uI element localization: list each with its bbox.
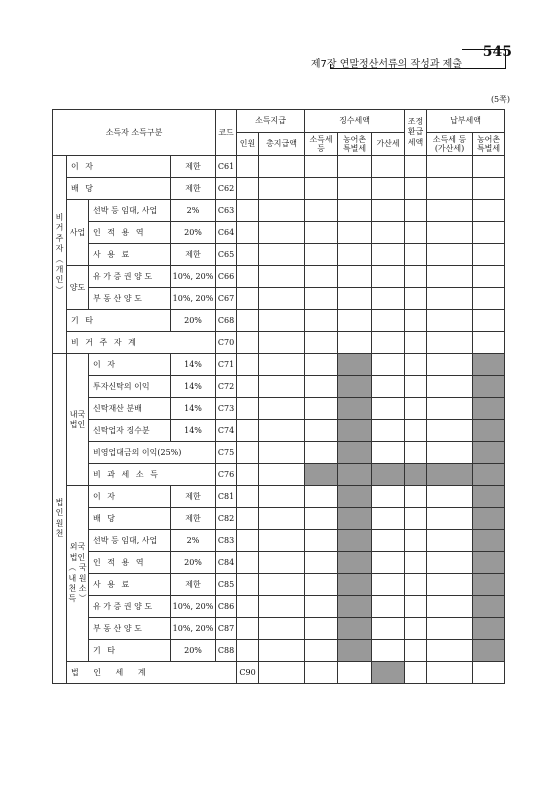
- cell-income-tax[interactable]: [338, 662, 372, 684]
- shaded-cell: [372, 464, 405, 486]
- row-label: 배 당: [89, 508, 171, 530]
- row-label-total: 비 거 주 자 계: [67, 332, 216, 354]
- cell-paid-income-tax[interactable]: [427, 574, 473, 596]
- cell-people[interactable]: [259, 662, 305, 684]
- cell-people[interactable]: [237, 200, 259, 222]
- cell-surcharge[interactable]: [372, 640, 405, 662]
- cell-adjust[interactable]: [405, 178, 427, 200]
- cell-adjust[interactable]: [427, 662, 473, 684]
- row-code: C88: [216, 640, 237, 662]
- cell-surcharge[interactable]: [372, 200, 405, 222]
- cell-people[interactable]: [237, 486, 259, 508]
- cell-people[interactable]: [237, 530, 259, 552]
- cell-total-pay[interactable]: [259, 310, 305, 332]
- row-rate: 14%: [171, 354, 216, 376]
- cell-total-pay[interactable]: [259, 156, 305, 178]
- shaded-cell: [338, 640, 372, 662]
- row-code: C61: [216, 156, 237, 178]
- cell-paid-rural-tax[interactable]: [473, 200, 505, 222]
- cell-adjust[interactable]: [405, 640, 427, 662]
- cell-total-pay[interactable]: [259, 332, 305, 354]
- row-rate: 제한: [171, 508, 216, 530]
- row-rate: 14%: [171, 420, 216, 442]
- chapter-title: 제7장 연말정산서류의 작성과 제출: [310, 59, 462, 70]
- cell-rural-tax[interactable]: [338, 332, 372, 354]
- cell-total-pay[interactable]: [259, 618, 305, 640]
- shaded-cell: [473, 552, 505, 574]
- shaded-cell: [473, 618, 505, 640]
- row-rate: 10%, 20%: [171, 266, 216, 288]
- cell-total-pay[interactable]: [259, 442, 305, 464]
- cell-total-pay[interactable]: [259, 530, 305, 552]
- cell-income-tax[interactable]: [305, 354, 338, 376]
- cell-people[interactable]: [237, 596, 259, 618]
- header-rural-tax: 농어촌 특별세: [338, 133, 372, 156]
- header-adjust-refund: 조정 환급 세액: [405, 110, 427, 156]
- cell-paid-income-tax[interactable]: [427, 398, 473, 420]
- cell-total-pay[interactable]: [305, 662, 338, 684]
- shaded-cell: [305, 464, 338, 486]
- row-code: C85: [216, 574, 237, 596]
- cell-paid-income-tax[interactable]: [427, 266, 473, 288]
- shaded-cell: [473, 486, 505, 508]
- row-label: 신탁업자 징수분: [89, 420, 171, 442]
- cell-people[interactable]: [237, 442, 259, 464]
- cell-paid-rural-tax[interactable]: [473, 156, 505, 178]
- cell-total-pay[interactable]: [259, 200, 305, 222]
- row-label: 이 자: [67, 156, 171, 178]
- cell-adjust[interactable]: [405, 618, 427, 640]
- header-payment: 소득지급: [237, 110, 305, 133]
- shaded-cell: [338, 596, 372, 618]
- cell-surcharge[interactable]: [372, 310, 405, 332]
- cell-income-tax[interactable]: [305, 596, 338, 618]
- shaded-cell: [405, 464, 427, 486]
- row-code: C64: [216, 222, 237, 244]
- row-code: C70: [216, 332, 237, 354]
- row-code: C65: [216, 244, 237, 266]
- cell-surcharge[interactable]: [372, 398, 405, 420]
- cell-adjust[interactable]: [405, 376, 427, 398]
- cell-people[interactable]: [237, 552, 259, 574]
- row-rate: 10%, 20%: [171, 618, 216, 640]
- cell-total-pay[interactable]: [259, 420, 305, 442]
- cell-adjust[interactable]: [405, 420, 427, 442]
- cell-adjust[interactable]: [405, 398, 427, 420]
- cell-adjust[interactable]: [405, 244, 427, 266]
- cell-rural-tax[interactable]: [338, 156, 372, 178]
- cell-people[interactable]: [237, 332, 259, 354]
- cell-surcharge[interactable]: [372, 266, 405, 288]
- row-label: 투자신탁의 이익: [89, 376, 171, 398]
- cell-adjust[interactable]: [405, 156, 427, 178]
- cell-people[interactable]: [237, 376, 259, 398]
- cell-surcharge[interactable]: [372, 486, 405, 508]
- cell-income-tax[interactable]: [305, 508, 338, 530]
- cell-income-tax[interactable]: [305, 310, 338, 332]
- row-rate: 20%: [171, 222, 216, 244]
- cell-adjust[interactable]: [405, 552, 427, 574]
- header-code: 코드: [216, 110, 237, 156]
- page-number: 545: [482, 44, 512, 60]
- cell-adjust[interactable]: [405, 596, 427, 618]
- cell-total-pay[interactable]: [259, 464, 305, 486]
- shaded-cell: [338, 552, 372, 574]
- shaded-cell: [473, 354, 505, 376]
- cell-income-tax[interactable]: [305, 552, 338, 574]
- cell-surcharge[interactable]: [372, 244, 405, 266]
- cell-surcharge[interactable]: [372, 618, 405, 640]
- cell-adjust[interactable]: [405, 200, 427, 222]
- shaded-cell: [473, 640, 505, 662]
- row-label: 이 자: [89, 354, 171, 376]
- row-label: 인 적 용 역: [89, 222, 171, 244]
- row-rate: 제한: [171, 244, 216, 266]
- cell-paid-rural-tax[interactable]: [473, 266, 505, 288]
- cell-paid-rural-tax[interactable]: [473, 178, 505, 200]
- shaded-cell: [338, 618, 372, 640]
- cell-people[interactable]: [237, 244, 259, 266]
- header-surcharge: 가산세: [372, 133, 405, 156]
- cell-income-tax[interactable]: [305, 640, 338, 662]
- shaded-cell: [338, 442, 372, 464]
- cell-paid-income-tax[interactable]: [427, 618, 473, 640]
- row-label: 유 가 증 권 양 도: [89, 266, 171, 288]
- cell-paid-income-tax[interactable]: [427, 222, 473, 244]
- header-total-pay: 총지급액: [259, 133, 305, 156]
- cell-income-tax[interactable]: [305, 420, 338, 442]
- cell-people[interactable]: [237, 618, 259, 640]
- cell-paid-income-tax[interactable]: [427, 178, 473, 200]
- cell-total-pay[interactable]: [259, 486, 305, 508]
- group-foreign: 외국 법인 ︵ 국내 원천 소득 ︶: [67, 486, 89, 662]
- cell-people[interactable]: [237, 178, 259, 200]
- shaded-cell: [338, 486, 372, 508]
- cell-adjust[interactable]: [405, 288, 427, 310]
- cell-people[interactable]: [237, 464, 259, 486]
- row-code: C67: [216, 288, 237, 310]
- row-label: 사 용 료: [89, 244, 171, 266]
- cell-paid-income-tax[interactable]: [427, 442, 473, 464]
- header-paid-rural-tax: 농어촌 특별세: [473, 133, 505, 156]
- cell-total-pay[interactable]: [259, 596, 305, 618]
- cell-income-tax[interactable]: [305, 288, 338, 310]
- row-rate: 10%, 20%: [171, 288, 216, 310]
- cell-surcharge[interactable]: [372, 376, 405, 398]
- cell-rural-tax[interactable]: [338, 222, 372, 244]
- cell-surcharge[interactable]: [372, 288, 405, 310]
- header-withholding: 징수세액: [305, 110, 405, 133]
- shaded-cell: [338, 420, 372, 442]
- shaded-cell: [338, 530, 372, 552]
- cell-surcharge[interactable]: [372, 530, 405, 552]
- cell-people[interactable]: [237, 354, 259, 376]
- cell-paid-income-tax[interactable]: [427, 508, 473, 530]
- cell-paid-rural-tax[interactable]: [473, 222, 505, 244]
- cell-total-pay[interactable]: [259, 398, 305, 420]
- cell-total-pay[interactable]: [259, 178, 305, 200]
- cell-paid-rural-tax[interactable]: [473, 288, 505, 310]
- cell-income-tax[interactable]: [305, 222, 338, 244]
- shaded-cell: [473, 420, 505, 442]
- cell-paid-rural-tax[interactable]: [473, 244, 505, 266]
- cell-adjust[interactable]: [405, 310, 427, 332]
- cell-total-pay[interactable]: [259, 574, 305, 596]
- cell-surcharge[interactable]: [372, 574, 405, 596]
- shaded-cell: [338, 464, 372, 486]
- row-code: C81: [216, 486, 237, 508]
- cell-income-tax[interactable]: [305, 376, 338, 398]
- row-code: C83: [216, 530, 237, 552]
- row-rate: 14%: [171, 398, 216, 420]
- row-label: 인 적 용 역: [89, 552, 171, 574]
- row-label: 선박 등 임대, 사업: [89, 530, 171, 552]
- cell-paid-income-tax[interactable]: [427, 486, 473, 508]
- cell-people[interactable]: [237, 508, 259, 530]
- cell-adjust[interactable]: [405, 442, 427, 464]
- row-code: C90: [237, 662, 259, 684]
- cell-income-tax[interactable]: [305, 442, 338, 464]
- cell-adjust[interactable]: [405, 266, 427, 288]
- header-people: 인원: [237, 133, 259, 156]
- group-corporate: 법 인 원 천: [53, 354, 67, 684]
- cell-paid-income-tax[interactable]: [427, 420, 473, 442]
- header-rule-vertical: [505, 49, 506, 69]
- cell-paid-income-tax[interactable]: [427, 288, 473, 310]
- row-rate: 10%, 20%: [171, 596, 216, 618]
- row-code: C74: [216, 420, 237, 442]
- cell-surcharge[interactable]: [372, 332, 405, 354]
- header-income-tax: 소득세 등: [305, 133, 338, 156]
- cell-people[interactable]: [237, 156, 259, 178]
- cell-income-tax[interactable]: [305, 574, 338, 596]
- cell-total-pay[interactable]: [259, 222, 305, 244]
- cell-rural-tax[interactable]: [338, 288, 372, 310]
- cell-paid-income-tax[interactable]: [427, 376, 473, 398]
- cell-surcharge[interactable]: [372, 222, 405, 244]
- shaded-cell: [473, 442, 505, 464]
- cell-surcharge[interactable]: [372, 596, 405, 618]
- group-nonresident: 비 거 주 자 ︵ 개 인 ︶: [53, 156, 67, 354]
- cell-rural-tax[interactable]: [338, 244, 372, 266]
- row-code: C87: [216, 618, 237, 640]
- cell-rural-tax[interactable]: [338, 200, 372, 222]
- cell-paid-income-tax[interactable]: [427, 530, 473, 552]
- cell-paid-income-tax[interactable]: [427, 244, 473, 266]
- row-code: C62: [216, 178, 237, 200]
- shaded-cell: [473, 596, 505, 618]
- cell-paid-income-tax[interactable]: [427, 552, 473, 574]
- cell-adjust[interactable]: [405, 222, 427, 244]
- cell-adjust[interactable]: [405, 508, 427, 530]
- header-rule: [462, 49, 506, 50]
- cell-surcharge[interactable]: [372, 156, 405, 178]
- row-code: C66: [216, 266, 237, 288]
- row-code: C73: [216, 398, 237, 420]
- cell-paid-income-tax[interactable]: [427, 640, 473, 662]
- cell-people[interactable]: [237, 222, 259, 244]
- cell-surcharge[interactable]: [405, 662, 427, 684]
- cell-total-pay[interactable]: [259, 288, 305, 310]
- row-label: 사 용 료: [89, 574, 171, 596]
- header-underline: [330, 68, 505, 69]
- cell-people[interactable]: [237, 288, 259, 310]
- cell-surcharge[interactable]: [372, 552, 405, 574]
- shaded-cell: [338, 574, 372, 596]
- row-code: C71: [216, 354, 237, 376]
- row-code: C75: [216, 442, 237, 464]
- cell-paid-income-tax[interactable]: [427, 332, 473, 354]
- cell-paid-income-tax[interactable]: [427, 596, 473, 618]
- group-transfer: 양도: [67, 266, 89, 310]
- shaded-cell: [473, 376, 505, 398]
- shaded-cell: [372, 662, 405, 684]
- row-label: 기 타: [67, 310, 171, 332]
- row-code: C72: [216, 376, 237, 398]
- cell-income-tax[interactable]: [305, 156, 338, 178]
- group-domestic: 내국 법인: [67, 354, 89, 486]
- cell-income-tax[interactable]: [305, 244, 338, 266]
- cell-total-pay[interactable]: [259, 354, 305, 376]
- cell-total-pay[interactable]: [259, 552, 305, 574]
- cell-income-tax[interactable]: [305, 178, 338, 200]
- row-label: 이 자: [89, 486, 171, 508]
- cell-adjust[interactable]: [405, 332, 427, 354]
- cell-paid-income-tax[interactable]: [473, 662, 505, 684]
- shaded-cell: [473, 574, 505, 596]
- withholding-tax-table: [52, 109, 505, 684]
- cell-income-tax[interactable]: [305, 486, 338, 508]
- cell-total-pay[interactable]: [259, 244, 305, 266]
- row-code: C68: [216, 310, 237, 332]
- cell-income-tax[interactable]: [305, 530, 338, 552]
- shaded-cell: [473, 398, 505, 420]
- shaded-cell: [473, 464, 505, 486]
- row-label: 부 동 산 양 도: [89, 618, 171, 640]
- shaded-cell: [338, 376, 372, 398]
- row-rate: 14%: [171, 376, 216, 398]
- cell-rural-tax[interactable]: [338, 310, 372, 332]
- shaded-cell: [427, 464, 473, 486]
- shaded-cell: [338, 354, 372, 376]
- row-label: 비 과 세 소 득: [89, 464, 216, 486]
- page-header: [0, 0, 550, 80]
- cell-surcharge[interactable]: [372, 420, 405, 442]
- row-label: 신탁재산 분배: [89, 398, 171, 420]
- header-category: 소득자 소득구분: [53, 110, 216, 156]
- row-code: C63: [216, 200, 237, 222]
- cell-adjust[interactable]: [405, 486, 427, 508]
- row-rate: 제한: [171, 178, 216, 200]
- cell-income-tax[interactable]: [305, 266, 338, 288]
- cell-paid-income-tax[interactable]: [427, 310, 473, 332]
- row-rate: 2%: [171, 200, 216, 222]
- cell-paid-rural-tax[interactable]: [473, 332, 505, 354]
- cell-people[interactable]: [237, 398, 259, 420]
- cell-income-tax[interactable]: [305, 618, 338, 640]
- row-code: C86: [216, 596, 237, 618]
- page-unit-label: (5쪽): [490, 95, 510, 104]
- cell-total-pay[interactable]: [259, 376, 305, 398]
- row-label: 유 가 증 권 양 도: [89, 596, 171, 618]
- cell-people[interactable]: [237, 266, 259, 288]
- cell-surcharge[interactable]: [372, 178, 405, 200]
- header-paid-income-tax: 소득세 등 (가산세): [427, 133, 473, 156]
- row-code: C84: [216, 552, 237, 574]
- cell-rural-tax[interactable]: [338, 178, 372, 200]
- row-label: 기 타: [89, 640, 171, 662]
- cell-adjust[interactable]: [405, 530, 427, 552]
- row-rate: 2%: [171, 530, 216, 552]
- cell-people[interactable]: [237, 420, 259, 442]
- row-label: 선박 등 임대, 사업: [89, 200, 171, 222]
- cell-adjust[interactable]: [405, 354, 427, 376]
- row-label-total: 법 인 세 계: [67, 662, 237, 684]
- cell-paid-income-tax[interactable]: [427, 200, 473, 222]
- cell-rural-tax[interactable]: [338, 266, 372, 288]
- row-rate: 제한: [171, 156, 216, 178]
- row-rate: 20%: [171, 640, 216, 662]
- header-underline-tick: [330, 64, 331, 68]
- cell-surcharge[interactable]: [372, 508, 405, 530]
- cell-income-tax[interactable]: [305, 398, 338, 420]
- cell-people[interactable]: [237, 640, 259, 662]
- cell-total-pay[interactable]: [259, 640, 305, 662]
- cell-total-pay[interactable]: [259, 508, 305, 530]
- cell-paid-income-tax[interactable]: [427, 354, 473, 376]
- row-label: 부 동 산 양 도: [89, 288, 171, 310]
- cell-surcharge[interactable]: [372, 354, 405, 376]
- row-rate: 제한: [171, 486, 216, 508]
- cell-income-tax[interactable]: [305, 200, 338, 222]
- row-rate: 제한: [171, 574, 216, 596]
- row-label: 배 당: [67, 178, 171, 200]
- group-business: 사업: [67, 200, 89, 266]
- cell-surcharge[interactable]: [372, 442, 405, 464]
- cell-income-tax[interactable]: [305, 332, 338, 354]
- cell-total-pay[interactable]: [259, 266, 305, 288]
- row-rate: 20%: [171, 310, 216, 332]
- row-code: C76: [216, 464, 237, 486]
- cell-people[interactable]: [237, 310, 259, 332]
- shaded-cell: [473, 530, 505, 552]
- cell-paid-rural-tax[interactable]: [473, 310, 505, 332]
- row-code: C82: [216, 508, 237, 530]
- cell-paid-income-tax[interactable]: [427, 156, 473, 178]
- row-rate: 20%: [171, 552, 216, 574]
- shaded-cell: [338, 398, 372, 420]
- row-label: 비영업대금의 이익(25%): [89, 442, 216, 464]
- cell-people[interactable]: [237, 574, 259, 596]
- header-paid-tax: 납부세액: [427, 110, 505, 133]
- shaded-cell: [338, 508, 372, 530]
- cell-adjust[interactable]: [405, 574, 427, 596]
- shaded-cell: [473, 508, 505, 530]
